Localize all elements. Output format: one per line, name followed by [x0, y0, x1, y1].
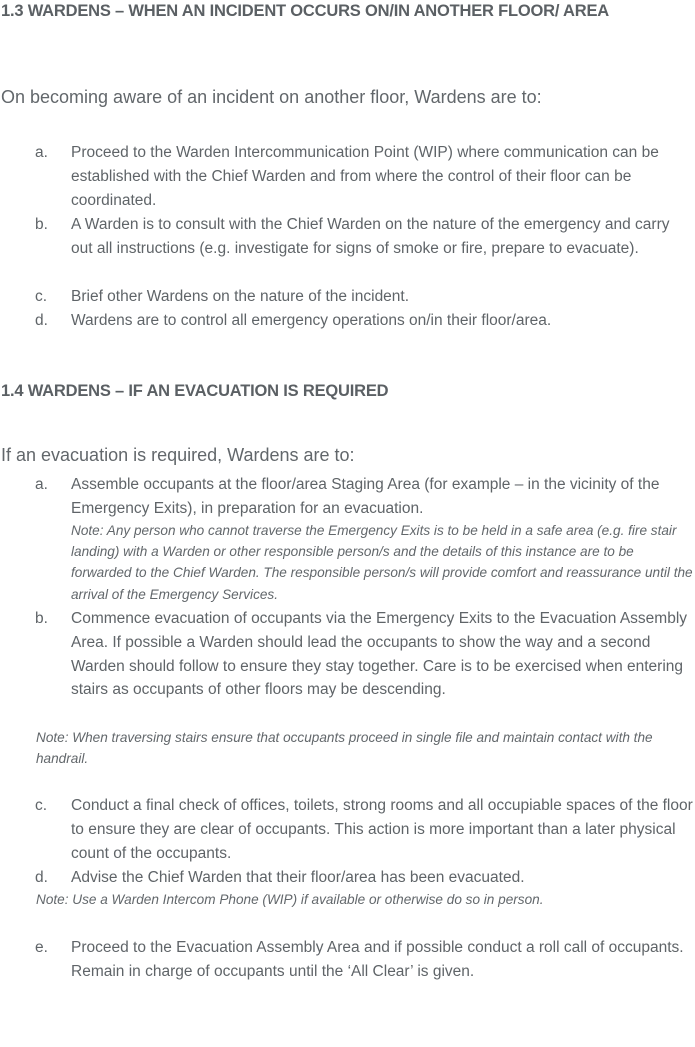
list-item-text: Brief other Wardens on the nature of the incident. [71, 288, 410, 305]
list-marker: e. [35, 939, 48, 956]
section-heading-1-4: 1.4 WARDENS – IF AN EVACUATION IS REQUIRED [1, 382, 389, 400]
list-marker: a. [35, 476, 48, 493]
list-marker: d. [35, 869, 48, 886]
list-marker: b. [35, 216, 48, 233]
section-intro-1-4: If an evacuation is required, Wardens are to: [1, 445, 355, 465]
list-marker: d. [35, 312, 48, 329]
list-marker: a. [35, 144, 48, 161]
section-heading-1-3: 1.3 WARDENS – WHEN AN INCIDENT OCCURS ON/IN ANOTHER FLOOR/ AREA [1, 2, 610, 20]
list-item-text: Conduct a final check of offices, toilets, strong rooms and all occupiable spaces of the floor to ensure they are clear of occupants. This action is more important than a later physical count of the occupants. [71, 797, 693, 862]
note-1-4-a: Note: Any person who cannot traverse the Emergency Exits is to be held in a safe area (e.g. fire stair landing) with a Warden or other responsible person/s and the details of this instance are to be forwarded to the Chief Warden. The responsible person/s will provide comfort and reassurance until the arrival of the Emergency Services. [71, 523, 693, 602]
list-item-text: Advise the Chief Warden that their floor/area has been evacuated. [71, 869, 525, 886]
list-item-text: Commence evacuation of occupants via the Emergency Exits to the Evacuation Assembly Area. If possible a Warden should lead the occupants to show the way and a second Warden should follow to ensure they stay together. Care is to be exercised when entering stairs as occupants of other floors may be descending. [71, 610, 688, 699]
list-marker: c. [35, 288, 48, 305]
list-marker: b. [35, 610, 48, 627]
list-item-text: Proceed to the Evacuation Assembly Area and if possible conduct a roll call of occupants. Remain in charge of occupants until the ‘All Clear’ is given. [71, 939, 684, 980]
note-1-4-b: Note: When traversing stairs ensure that occupants proceed in single file and maintain contact with the handrail. [36, 730, 653, 767]
list-marker: c. [35, 797, 48, 814]
list-item-text: A Warden is to consult with the Chief Warden on the nature of the emergency and carry out all instructions (e.g. investigate for signs of smoke or fire, prepare to evacuate). [71, 216, 670, 257]
list-item-text: Proceed to the Warden Intercommunication Point (WIP) where communication can be established with the Chief Warden and from where the control of their floor can be coordinated. [71, 144, 659, 209]
list-item-text: Assemble occupants at the floor/area Staging Area (for example – in the vicinity of the Emergency Exits), in preparation for an evacuation. [71, 476, 660, 517]
list-item-text: Wardens are to control all emergency operations on/in their floor/area. [71, 312, 552, 329]
note-1-4-d: Note: Use a Warden Intercom Phone (WIP) if available or otherwise do so in person. [36, 892, 544, 907]
section-intro-1-3: On becoming aware of an incident on another floor, Wardens are to: [1, 87, 542, 107]
